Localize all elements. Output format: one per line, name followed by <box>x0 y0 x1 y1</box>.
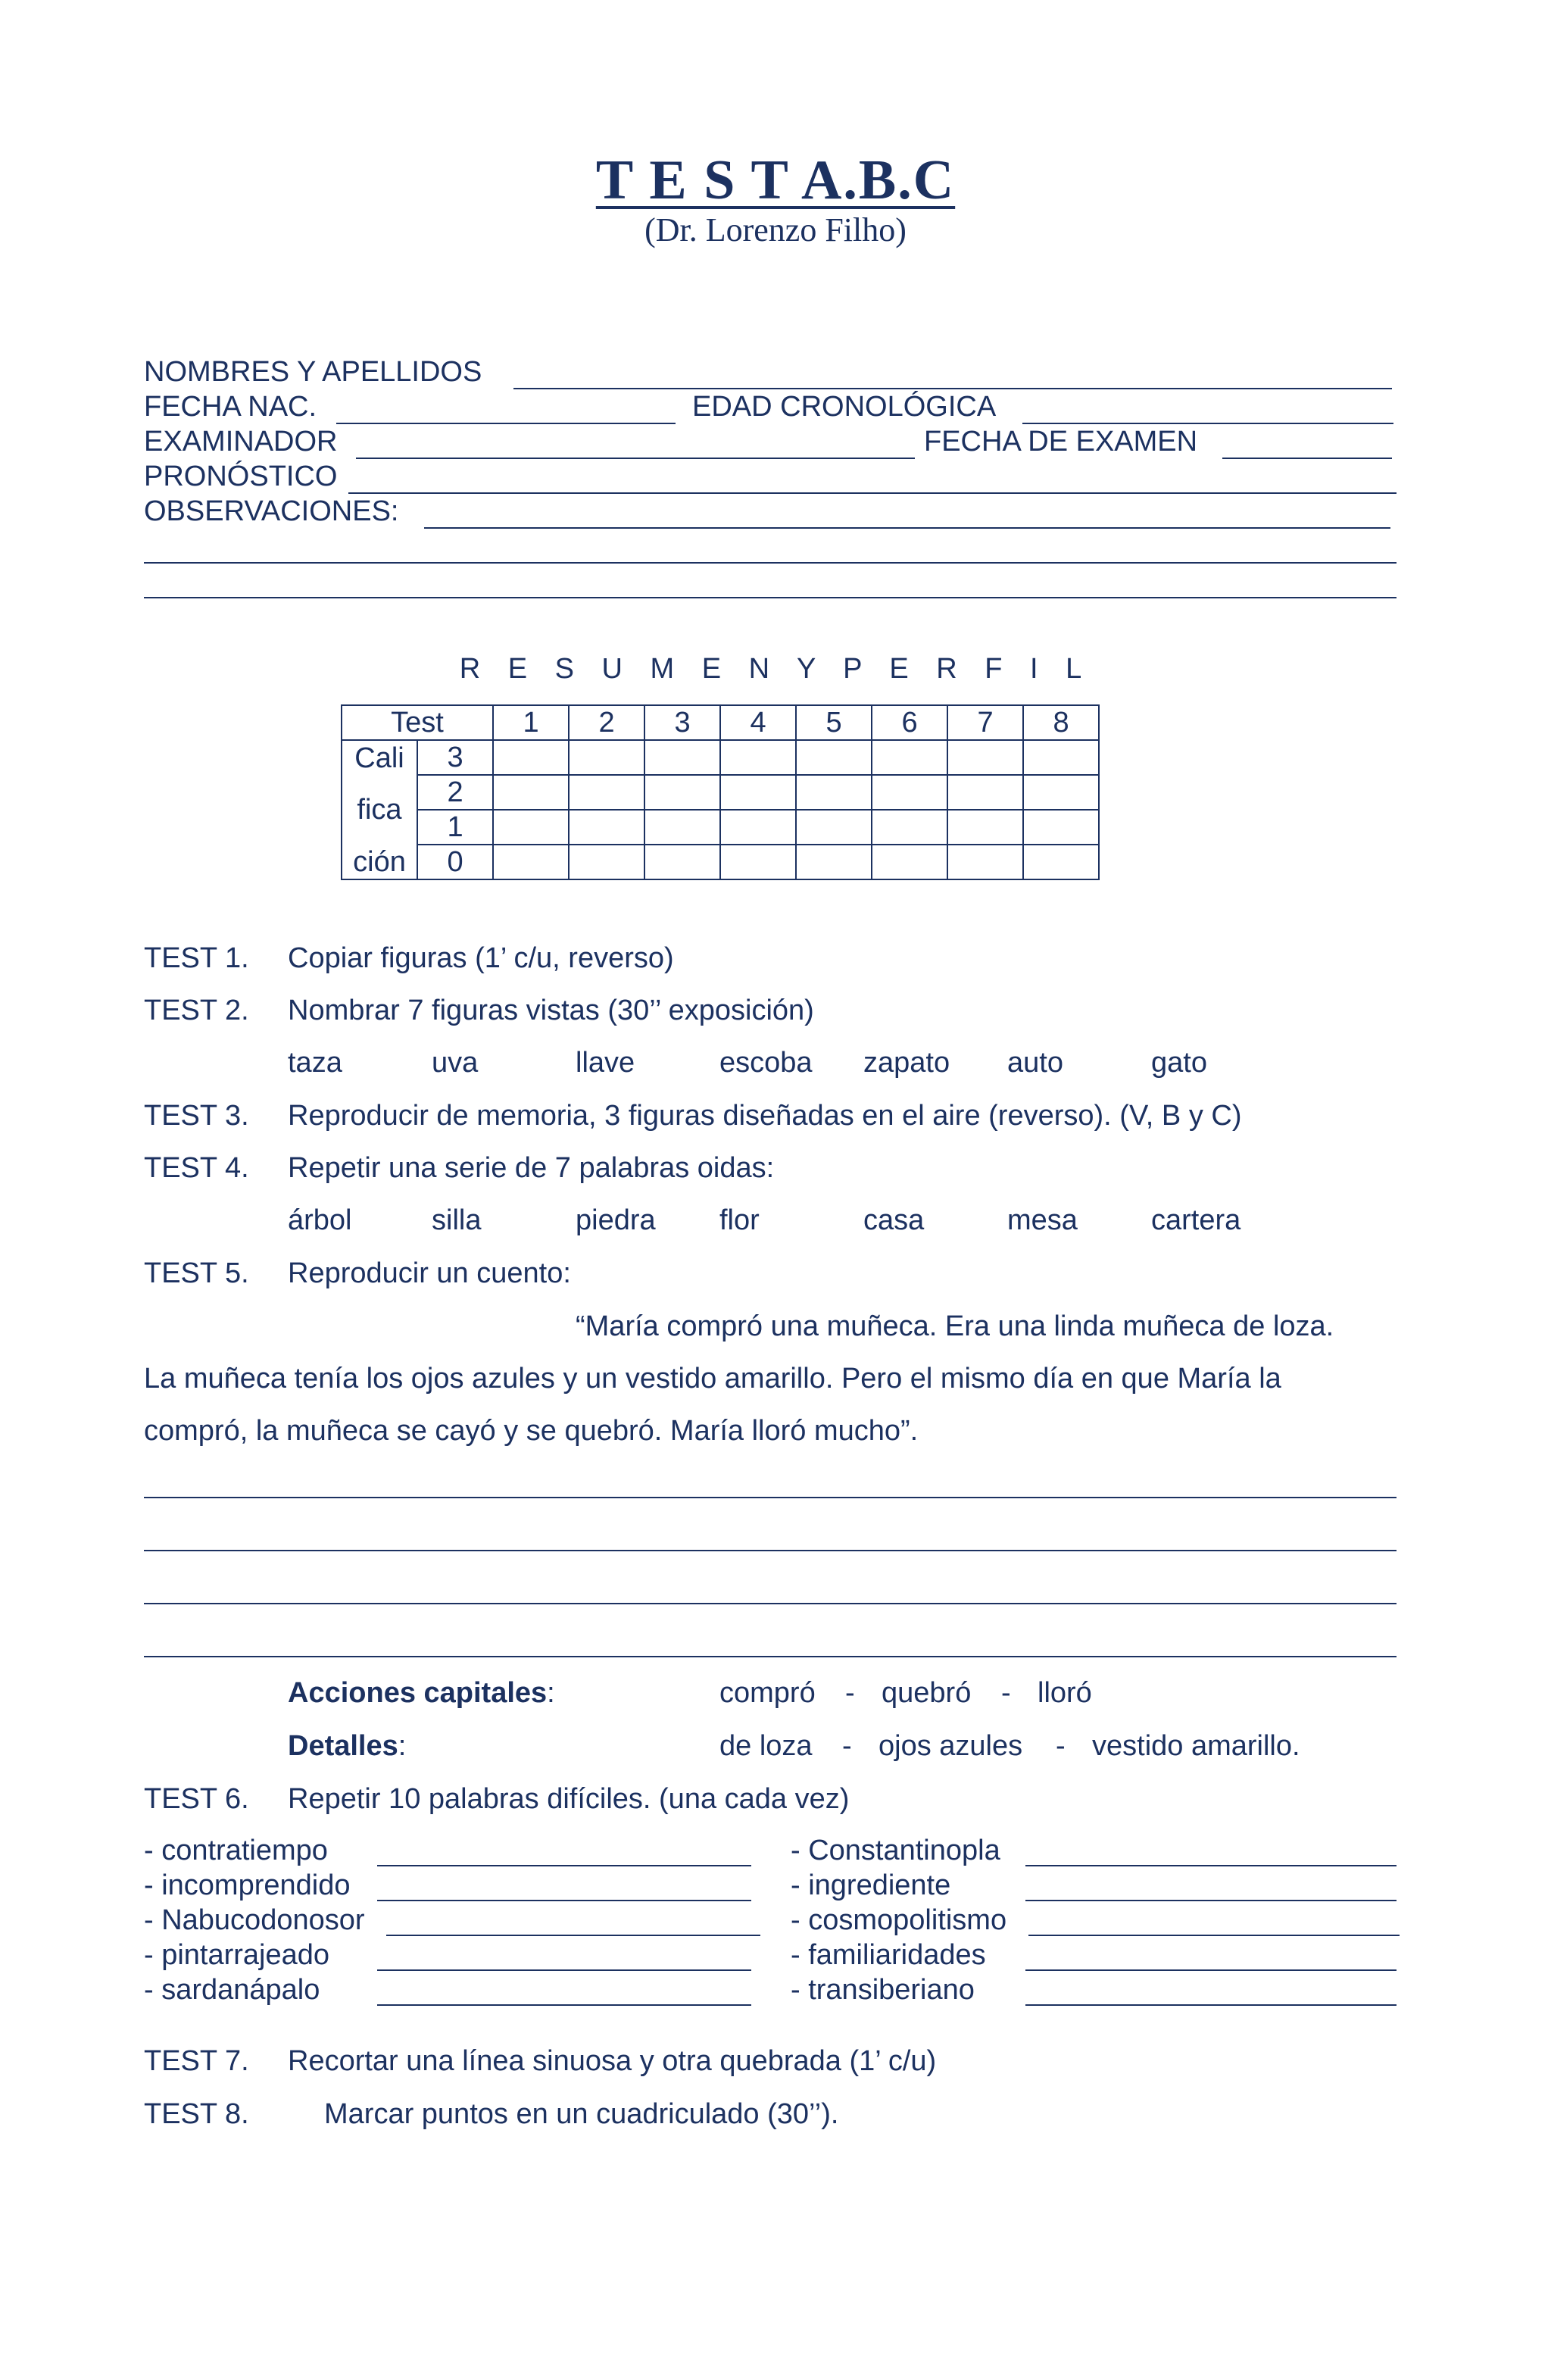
test2-word: zapato <box>863 1047 950 1079</box>
test7-label: TEST 7. <box>144 2045 249 2077</box>
score-cell[interactable] <box>569 775 644 810</box>
table-header-col: 4 <box>720 705 796 740</box>
difficult-word: - ingrediente <box>791 1869 951 1901</box>
acciones-separator: - <box>845 1677 855 1709</box>
test5-text: Reproducir un cuento: <box>288 1257 571 1289</box>
difficult-word: - contratiempo <box>144 1835 328 1866</box>
test4-word: árbol <box>288 1204 352 1236</box>
score-cell[interactable] <box>644 810 720 845</box>
test4-word: casa <box>863 1204 925 1236</box>
table-header-col: 7 <box>947 705 1023 740</box>
summary-table <box>341 704 1100 880</box>
table-row <box>342 845 1099 879</box>
answer-line[interactable] <box>144 1656 1397 1657</box>
score-value: 0 <box>417 845 493 879</box>
test2-word: uva <box>432 1047 479 1079</box>
label-fecha-nac: FECHA NAC. <box>144 391 317 423</box>
detalles-label: Detalles: <box>288 1730 407 1762</box>
test3-label: TEST 3. <box>144 1100 249 1132</box>
score-cell[interactable] <box>720 845 796 879</box>
field-examinador[interactable] <box>356 458 915 459</box>
score-cell[interactable] <box>872 740 947 775</box>
answer-line[interactable] <box>144 1550 1397 1551</box>
calificacion-label-fica: fica <box>342 775 417 845</box>
detalles-separator: - <box>842 1730 852 1762</box>
difficult-word: - transiberiano <box>791 1974 975 2006</box>
difficult-word: - familiaridades <box>791 1939 986 1971</box>
score-cell[interactable] <box>720 810 796 845</box>
test4-word: cartera <box>1151 1204 1241 1236</box>
difficult-word-line[interactable] <box>377 1969 751 1971</box>
story-line-2: La muñeca tenía los ojos azules y un vestido amarillo. Pero el mismo día en que María la <box>144 1363 1281 1395</box>
label-edad: EDAD CRONOLÓGICA <box>692 391 997 423</box>
test4-word: mesa <box>1007 1204 1078 1236</box>
label-nombres: NOMBRES Y APELLIDOS <box>144 356 482 388</box>
score-cell[interactable] <box>947 810 1023 845</box>
score-cell[interactable] <box>947 845 1023 879</box>
test4-label: TEST 4. <box>144 1152 249 1184</box>
label-fecha-examen: FECHA DE EXAMEN <box>924 426 1198 458</box>
table-header-test: Test <box>342 705 493 740</box>
test6-text: Repetir 10 palabras difíciles. (una cada vez) <box>288 1783 850 1815</box>
score-value: 3 <box>417 740 493 775</box>
table-header-col: 6 <box>872 705 947 740</box>
test2-word: gato <box>1151 1047 1207 1079</box>
label-pronostico: PRONÓSTICO <box>144 461 338 492</box>
table-header-col: 3 <box>644 705 720 740</box>
score-cell[interactable] <box>947 775 1023 810</box>
calificacion-label-cion: ción <box>342 845 417 879</box>
test8-label: TEST 8. <box>144 2098 249 2130</box>
table-header-col: 1 <box>493 705 569 740</box>
test2-label: TEST 2. <box>144 995 249 1026</box>
difficult-word: - sardanápalo <box>144 1974 320 2006</box>
answer-line[interactable] <box>144 1603 1397 1604</box>
label-examinador: EXAMINADOR <box>144 426 338 458</box>
field-nombres[interactable] <box>513 388 1392 389</box>
test8-text: Marcar puntos en un cuadriculado (30’’). <box>324 2098 839 2130</box>
test2-word: escoba <box>719 1047 813 1079</box>
test3-text: Reproducir de memoria, 3 figuras diseñadas en el aire (reverso). (V, B y C) <box>288 1100 1242 1132</box>
score-cell[interactable] <box>1023 740 1099 775</box>
acciones-label: Acciones capitales: <box>288 1677 555 1709</box>
acciones-word: quebró <box>882 1677 972 1709</box>
summary-heading: R E S U M E N Y P E R F I L <box>459 653 1092 685</box>
field-observaciones[interactable] <box>424 527 1390 529</box>
score-value: 1 <box>417 810 493 845</box>
score-cell[interactable] <box>1023 810 1099 845</box>
score-cell[interactable] <box>947 740 1023 775</box>
answer-line[interactable] <box>144 1497 1397 1498</box>
field-fecha-nac[interactable] <box>336 423 676 424</box>
score-cell[interactable] <box>720 775 796 810</box>
score-cell[interactable] <box>644 740 720 775</box>
score-cell[interactable] <box>796 775 872 810</box>
label-observaciones: OBSERVACIONES: <box>144 495 399 527</box>
score-cell[interactable] <box>796 740 872 775</box>
difficult-word-line[interactable] <box>1025 1900 1397 1901</box>
score-cell[interactable] <box>569 845 644 879</box>
score-cell[interactable] <box>493 740 569 775</box>
difficult-word-line[interactable] <box>377 1865 751 1866</box>
score-cell[interactable] <box>796 810 872 845</box>
difficult-word: - Constantinopla <box>791 1835 1000 1866</box>
author-subtitle: (Dr. Lorenzo Filho) <box>644 211 907 248</box>
test7-text: Recortar una línea sinuosa y otra quebrada (1’ c/u) <box>288 2045 937 2077</box>
difficult-word: - incomprendido <box>144 1869 351 1901</box>
test4-word: flor <box>719 1204 760 1236</box>
test1-label: TEST 1. <box>144 942 249 974</box>
score-cell[interactable] <box>872 810 947 845</box>
test2-word: taza <box>288 1047 342 1079</box>
table-header-col: 2 <box>569 705 644 740</box>
score-cell[interactable] <box>1023 845 1099 879</box>
acciones-word: compró <box>719 1677 816 1709</box>
score-cell[interactable] <box>493 810 569 845</box>
test2-word: auto <box>1007 1047 1063 1079</box>
field-edad[interactable] <box>1022 423 1393 424</box>
test6-label: TEST 6. <box>144 1783 249 1815</box>
score-cell[interactable] <box>872 775 947 810</box>
table-header-col: 8 <box>1023 705 1099 740</box>
score-cell[interactable] <box>644 775 720 810</box>
score-cell[interactable] <box>569 740 644 775</box>
field-fecha-examen[interactable] <box>1222 458 1392 459</box>
test2-word: llave <box>576 1047 635 1079</box>
table-header-row <box>342 705 1099 740</box>
table-row <box>342 775 1099 810</box>
test4-word: piedra <box>576 1204 656 1236</box>
difficult-word-line[interactable] <box>1025 2004 1397 2006</box>
score-cell[interactable] <box>720 740 796 775</box>
field-observaciones-line-2[interactable] <box>144 562 1397 564</box>
difficult-word-line[interactable] <box>1025 1969 1397 1971</box>
score-cell[interactable] <box>796 845 872 879</box>
acciones-word: lloró <box>1038 1677 1092 1709</box>
calificacion-label-cali: Cali <box>342 740 417 775</box>
test4-word: silla <box>432 1204 482 1236</box>
detalles-word: vestido amarillo. <box>1092 1730 1300 1762</box>
difficult-word: - cosmopolitismo <box>791 1904 1007 1936</box>
difficult-word-line[interactable] <box>377 2004 751 2006</box>
test5-label: TEST 5. <box>144 1257 249 1289</box>
acciones-separator: - <box>1001 1677 1011 1709</box>
detalles-separator: - <box>1056 1730 1066 1762</box>
detalles-word: ojos azules <box>878 1730 1023 1762</box>
story-line-3: compró, la muñeca se cayó y se quebró. María lloró mucho”. <box>144 1415 919 1447</box>
table-header-col: 5 <box>796 705 872 740</box>
difficult-word: - pintarrajeado <box>144 1939 330 1971</box>
score-cell[interactable] <box>569 810 644 845</box>
score-cell[interactable] <box>493 775 569 810</box>
test1-text: Copiar figuras (1’ c/u, reverso) <box>288 942 674 974</box>
story-line-1: “María compró una muñeca. Era una linda muñeca de loza. <box>576 1310 1334 1342</box>
score-cell[interactable] <box>1023 775 1099 810</box>
score-value: 2 <box>417 775 493 810</box>
difficult-word-line[interactable] <box>377 1900 751 1901</box>
page-title: T E S T A.B.C <box>595 149 956 211</box>
score-cell[interactable] <box>493 845 569 879</box>
score-cell[interactable] <box>872 845 947 879</box>
field-pronostico[interactable] <box>348 492 1397 494</box>
table-row <box>342 810 1099 845</box>
detalles-word: de loza <box>719 1730 813 1762</box>
score-cell[interactable] <box>644 845 720 879</box>
test4-text: Repetir una serie de 7 palabras oidas: <box>288 1152 775 1184</box>
difficult-word-line[interactable] <box>386 1935 760 1936</box>
test2-text: Nombrar 7 figuras vistas (30’’ exposición) <box>288 995 814 1026</box>
difficult-word-line[interactable] <box>1025 1865 1397 1866</box>
table-row <box>342 740 1099 775</box>
difficult-word: - Nabucodonosor <box>144 1904 365 1936</box>
difficult-word-line[interactable] <box>1028 1935 1400 1936</box>
field-observaciones-line-3[interactable] <box>144 597 1397 598</box>
